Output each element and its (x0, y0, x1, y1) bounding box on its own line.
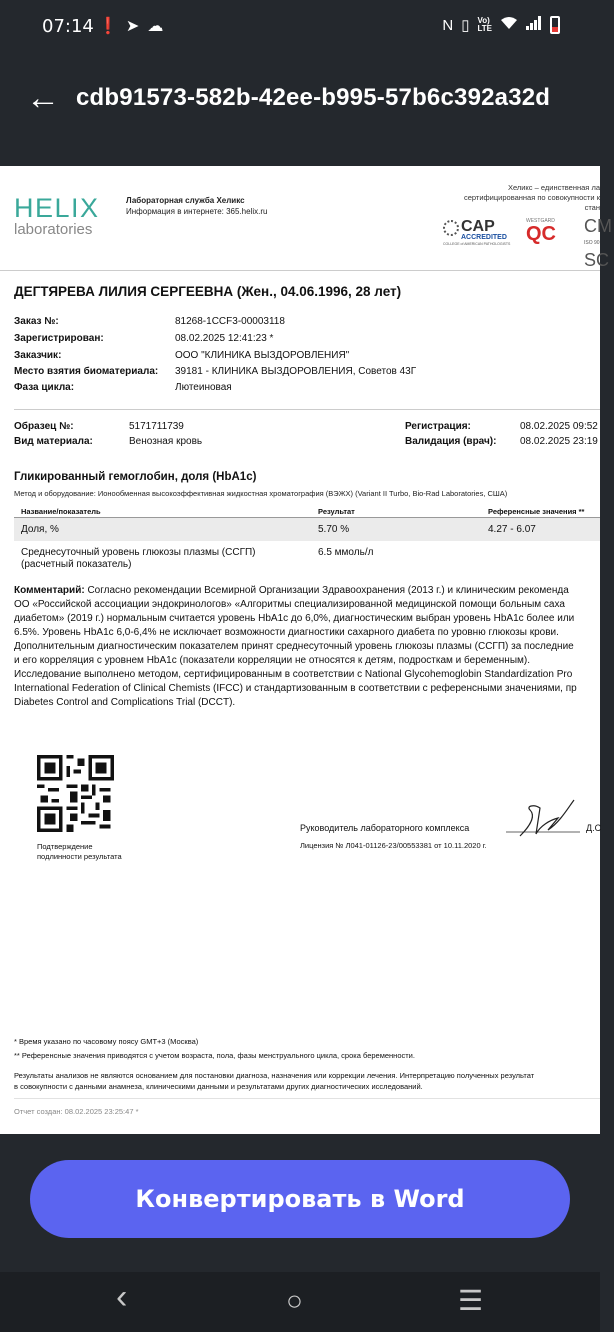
back-arrow-icon[interactable]: ← (26, 79, 60, 117)
comment-block (14, 584, 614, 710)
status-time: 07:14 (42, 16, 94, 37)
footnote-time: * Время указано по часовому поясу GMT+3 (Москва) (14, 1037, 199, 1046)
volte-icon: Vo) LTE (477, 16, 492, 33)
cloud-icon: ☁ (147, 18, 164, 35)
nav-home-icon[interactable]: ○ (286, 1285, 303, 1316)
lab-info (126, 195, 267, 217)
sample-number-value: 5171711739 (129, 421, 184, 432)
patient-name: ДЕГТЯРЕВА ЛИЛИЯ СЕРГЕЕВНА (Жен., 04.06.1996, 28 лет) (14, 284, 402, 299)
cycle-phase-value: Лютеиновая (175, 382, 232, 393)
row-hba1c-ref: 4.27 - 6.07 (488, 524, 536, 535)
document-preview[interactable] (0, 166, 612, 1134)
material-label: Вид материала: (14, 436, 93, 447)
footnote-ref: ** Референсные значения приводятся с учетом возраста, пола, фазы менструального цикла, срока беременности. (14, 1051, 415, 1060)
sc-text: SC (584, 250, 610, 270)
signer-title: Руководитель лабораторного комплекса (300, 823, 470, 833)
westgard-text: WESTGARD (526, 218, 555, 224)
qc-text: QC (526, 223, 556, 245)
cert-line: сертифицированная по совокупности к (463, 193, 600, 202)
registration-label: Регистрация: (405, 421, 471, 432)
validation-value: 08.02.2025 23:19 (520, 436, 598, 447)
system-nav-bar (0, 1272, 600, 1332)
validation-label: Валидация (врач): (405, 436, 497, 447)
report-created: Отчет создан: 08.02.2025 23:25:47 * (14, 1107, 139, 1116)
divider (14, 409, 600, 410)
sample-site-label: Место взятия биоматериала: (14, 366, 159, 377)
order-label: Заказ №: (14, 316, 59, 327)
sample-site-value: 39181 - КЛИНИКА ВЫЗДОРОВЛЕНИЯ, Советов 43Г (175, 366, 417, 377)
license-text: Лицензия № Л041-01126-23/00553381 от 10.11.2020 г. (300, 841, 487, 850)
status-bar (0, 0, 600, 56)
comment-line: Исследование выполнено методом, сертифицированным в соответствии с National Glycohemoglobin Standardization Pro (14, 669, 573, 680)
status-right-icons (442, 16, 560, 34)
row-hba1c-result: 5.70 % (318, 524, 350, 535)
cap-text: CAP (461, 218, 495, 235)
cap-seal-icon (443, 220, 459, 236)
lab-site: Информация в интернете: 365.helix.ru (126, 207, 268, 216)
disclaimer-line: в совокупности с данными анамнеза, клиническими данными и результатами других диагностических исследований. (14, 1082, 423, 1091)
iso-text: ISO 90 (584, 240, 600, 246)
signature-icon (500, 796, 590, 846)
disclaimer-line: Результаты анализов не являются основанием для постановки диагноза, назначения или коррекции лечения. Интерпретацию полученных результат (14, 1071, 535, 1080)
cert-line: Хеликс – единственная ла (507, 183, 600, 192)
col-header-result: Результат (318, 507, 355, 516)
comment-line: ОО «Российской ассоциации эндокринологов» «Алгоритмы специализированной медицинской помощи больным саха (14, 599, 565, 610)
test-title: Гликированный гемоглобин, доля (HbA1c) (14, 471, 257, 483)
customer-value: ООО "КЛИНИКА ВЫЗДОРОВЛЕНИЯ" (175, 350, 350, 361)
sample-number-label: Образец №: (14, 421, 74, 432)
signer-initials: Д.С (586, 823, 602, 833)
divider (14, 1098, 600, 1099)
status-left-icons (98, 16, 163, 36)
app-bar (0, 56, 600, 140)
cap-accredited-badge (443, 218, 513, 248)
cycle-phase-label: Фаза цикла: (14, 382, 75, 393)
iso-badge (584, 218, 612, 269)
cap-college-text: COLLEGE of AMERICAN PATHOLOGISTS (443, 242, 511, 246)
logo-brand: HELIX (14, 193, 100, 223)
signal-icon (526, 16, 542, 34)
material-value: Венозная кровь (129, 436, 203, 447)
qr-caption (37, 842, 122, 862)
certification-text (440, 183, 600, 213)
qr-caption-line: Подтверждение (37, 842, 93, 851)
lab-report (0, 166, 612, 1134)
comment-line: Согласно рекомендации Всемирной Организации Здравоохранения (2013 г.) и клиническим рекоменда (84, 585, 569, 596)
qr-code-icon (37, 755, 114, 832)
comment-line: 6.5%. Уровень HbA1c 6,0-6,4% не исключает возможности диагностики сахарного диабета по уровню глюкозы крови. (14, 627, 559, 638)
col-header-ref: Референсные значения ** (488, 507, 585, 516)
cert-line: стан (584, 203, 600, 212)
comment-line: Дополнительным диагностическим показателем принят среднесуточный уровень глюкозы плазмы (ССГП) за последние (14, 641, 574, 652)
test-method: Метод и оборудование: Ионообменная высокоэффективная жидкостная хроматография (ВЭЖХ) (Variant II Turbo, Bio-Rad Laboratories, США) (14, 489, 508, 498)
vibrate-icon: ▯ (461, 17, 470, 34)
telegram-icon: ➤ (125, 18, 140, 35)
comment-line: и его корреляция с уровнем HbA1c (показатели корреляции не относятся к детям, подросткам и беременным). (14, 655, 530, 666)
convert-to-word-button[interactable]: Конвертировать в Word (30, 1160, 570, 1238)
battery-low-icon (550, 16, 560, 34)
comment-label: Комментарий: (14, 585, 85, 596)
comment-line: диабетом» (2019 г.) нормальным считается уровень HbA1c до 6,0%, диагностическим выбран уровень HbA1c более или (14, 613, 575, 624)
comment-line: International Federation of Clinical Chemists (IFCC) и стандартизованным в соответствии с референсными значениями, пр (14, 683, 577, 694)
cm-text: CM (584, 216, 612, 236)
page-title: cdb91573-582b-42ee-b995-57b6c392a32d (76, 84, 551, 111)
alert-icon: ❗ (98, 18, 118, 35)
cap-accredited-text: ACCREDITED (461, 234, 507, 241)
registered-label: Зарегистрирован: (14, 333, 104, 344)
col-header-name: Название/показатель (21, 507, 101, 516)
divider (0, 270, 600, 271)
row-glucose-name: Среднесуточный уровень глюкозы плазмы (ССГП) (21, 547, 256, 558)
row-hba1c-name: Доля, % (21, 524, 59, 535)
row-glucose-result: 6.5 ммоль/л (318, 547, 374, 558)
logo-sub: laboratories (14, 221, 93, 238)
lab-name: Лабораторная служба Хеликс (126, 196, 245, 205)
helix-logo (14, 194, 100, 238)
registered-value: 08.02.2025 12:41:23 * (175, 333, 274, 344)
order-value: 81268-1CCF3-00003118 (175, 316, 285, 327)
qr-caption-line: подлинности результата (37, 852, 122, 861)
nav-back-icon[interactable]: ‹ (116, 1278, 128, 1316)
comment-line: Diabetes Control and Complications Trial (DCCT). (14, 697, 236, 708)
row-glucose-name-2: (расчетный показатель) (21, 559, 132, 570)
customer-label: Заказчик: (14, 350, 62, 361)
registration-value: 08.02.2025 09:52 (520, 421, 598, 432)
wifi-icon (500, 16, 518, 34)
nfc-icon: Ν (442, 16, 454, 34)
westgard-qc-badge (526, 218, 566, 248)
nav-recents-icon[interactable]: ☰ (458, 1285, 484, 1316)
